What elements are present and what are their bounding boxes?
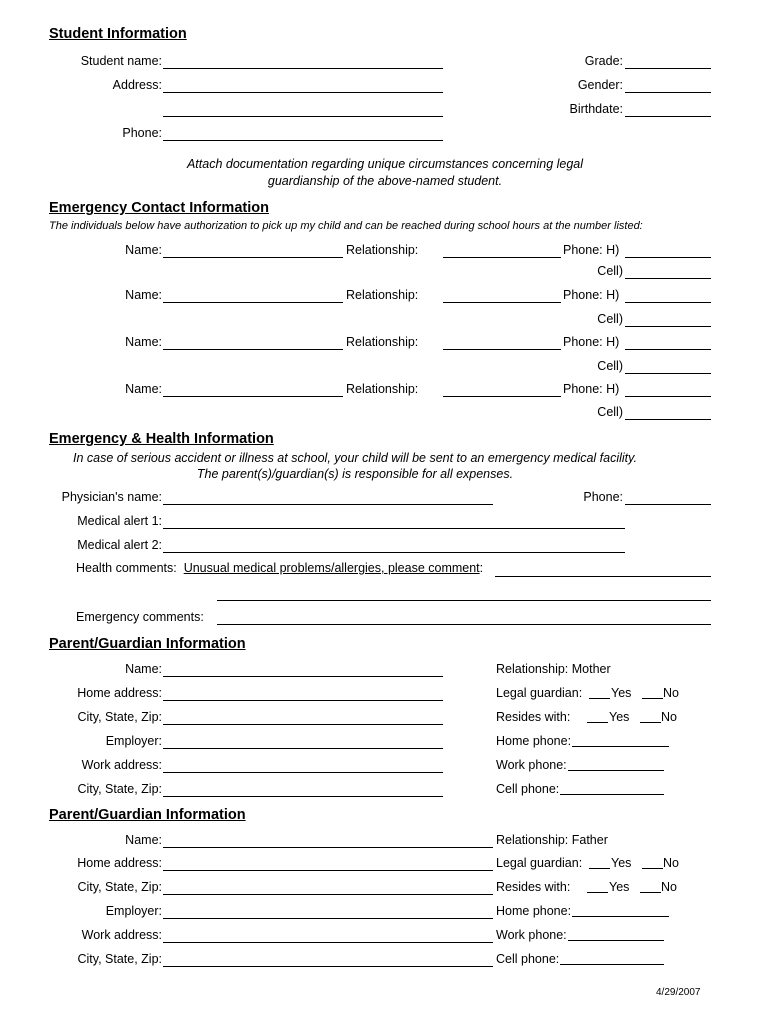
guardian1-legal-no: No — [663, 686, 679, 700]
student-heading: Student Information — [49, 26, 187, 42]
contact2-phone-h-label: Phone: H) — [563, 288, 620, 302]
contact2-name-field[interactable] — [163, 302, 343, 303]
guardian2-city2-label: City, State, Zip: — [77, 952, 162, 966]
contact3-phone-h-field[interactable] — [625, 349, 711, 350]
guardian1-legal-label: Legal guardian: — [496, 686, 583, 700]
birthdate-label: Birthdate: — [569, 102, 623, 116]
guardianship-note-line1: Attach documentation regarding unique circumstances concerning legal — [186, 157, 584, 171]
address-label: Address: — [112, 78, 162, 92]
guardian1-legal-yes-blank[interactable] — [589, 698, 610, 699]
guardian1-city1-field[interactable] — [163, 724, 443, 725]
guardian2-employer-field[interactable] — [163, 918, 493, 919]
grade-label: Grade: — [584, 54, 623, 68]
contact4-relationship-field[interactable] — [443, 396, 561, 397]
medical-alert2-field[interactable] — [163, 552, 625, 553]
health-heading: Emergency & Health Information — [49, 431, 274, 447]
guardian1-employer-label: Employer: — [105, 734, 162, 748]
guardian2-cell-phone-label: Cell phone: — [496, 952, 560, 966]
guardian1-legal-yes: Yes — [611, 686, 632, 700]
guardian1-cell-phone-label: Cell phone: — [496, 782, 560, 796]
guardian1-resides-no: No — [661, 710, 677, 724]
contact4-name-field[interactable] — [163, 396, 343, 397]
guardian2-city1-field[interactable] — [163, 894, 493, 895]
footer-date: 4/29/2007 — [656, 987, 701, 998]
physician-field[interactable] — [163, 504, 493, 505]
guardian2-legal-yes-blank[interactable] — [589, 868, 610, 869]
guardian1-work-phone-label: Work phone: — [496, 758, 567, 772]
health-comments-label: Health comments: — [76, 561, 177, 575]
guardian2-legal-label: Legal guardian: — [496, 856, 583, 870]
contact3-name-label: Name: — [125, 335, 162, 349]
guardian1-legal-no-blank[interactable] — [642, 698, 663, 699]
contact2-phone-h-field[interactable] — [625, 302, 711, 303]
health-comments-field[interactable] — [495, 576, 711, 577]
guardian2-heading: Parent/Guardian Information — [49, 807, 246, 823]
guardian2-city2-field[interactable] — [163, 966, 493, 967]
guardian2-relationship: Relationship: Father — [496, 833, 608, 847]
health-comments-colon: : — [479, 561, 484, 575]
address-field-line2[interactable] — [163, 116, 443, 117]
contact1-cell-field[interactable] — [625, 278, 711, 279]
medical-alert1-field[interactable] — [163, 528, 625, 529]
guardian2-resides-yes-blank[interactable] — [587, 892, 608, 893]
student-name-field[interactable] — [163, 68, 443, 69]
phone-label: Phone: — [122, 126, 162, 140]
health-note-line2: The parent(s)/guardian(s) is responsible for all expenses. — [196, 467, 514, 481]
contact2-cell-field[interactable] — [625, 326, 711, 327]
guardian2-name-label: Name: — [125, 833, 162, 847]
contact1-relationship-field[interactable] — [443, 257, 561, 258]
guardian1-name-field[interactable] — [163, 676, 443, 677]
contact1-phone-h-field[interactable] — [625, 257, 711, 258]
guardian1-home-phone-label: Home phone: — [496, 734, 572, 748]
guardian1-home-phone-field[interactable] — [572, 746, 669, 747]
guardian2-home-phone-label: Home phone: — [496, 904, 572, 918]
health-comments-row — [76, 562, 483, 575]
contact1-cell-label: Cell) — [597, 264, 623, 278]
guardian1-city1-label: City, State, Zip: — [77, 710, 162, 724]
guardian2-work-address-field[interactable] — [163, 942, 493, 943]
contact4-phone-h-field[interactable] — [625, 396, 711, 397]
guardian1-city2-label: City, State, Zip: — [77, 782, 162, 796]
guardian1-home-address-label: Home address: — [77, 686, 162, 700]
contact3-phone-h-label: Phone: H) — [563, 335, 620, 349]
physician-phone-label: Phone: — [583, 490, 623, 504]
guardian2-cell-phone-field[interactable] — [560, 964, 664, 965]
guardian2-legal-no: No — [663, 856, 679, 870]
contact3-cell-field[interactable] — [625, 373, 711, 374]
guardianship-note-line2: guardianship of the above-named student. — [267, 174, 503, 188]
guardian1-name-label: Name: — [125, 662, 162, 676]
guardian1-resides-yes: Yes — [609, 710, 630, 724]
guardian2-home-phone-field[interactable] — [572, 916, 669, 917]
contact4-cell-field[interactable] — [625, 419, 711, 420]
emergency-contact-intro: The individuals below have authorization to pick up my child and can be reached during school hours at the number listed: — [49, 220, 643, 232]
contact1-phone-h-label: Phone: H) — [563, 243, 620, 257]
health-comments-hint: Unusual medical problems/allergies, please comment — [183, 561, 480, 575]
guardian2-employer-label: Employer: — [105, 904, 162, 918]
guardian2-home-address-label: Home address: — [77, 856, 162, 870]
guardian2-legal-yes: Yes — [611, 856, 632, 870]
contact4-name-label: Name: — [125, 382, 162, 396]
contact2-name-label: Name: — [125, 288, 162, 302]
contact1-relationship-label: Relationship: — [346, 243, 419, 257]
guardian2-work-phone-label: Work phone: — [496, 928, 567, 942]
address-field[interactable] — [163, 92, 443, 93]
contact3-relationship-field[interactable] — [443, 349, 561, 350]
guardian1-home-address-field[interactable] — [163, 700, 443, 701]
contact3-name-field[interactable] — [163, 349, 343, 350]
health-note-line1: In case of serious accident or illness at school, your child will be sent to an emergency medical facility. — [73, 451, 637, 465]
contact4-phone-h-label: Phone: H) — [563, 382, 620, 396]
contact2-relationship-field[interactable] — [443, 302, 561, 303]
emergency-comments-label: Emergency comments: — [76, 610, 204, 624]
guardian2-resides-no: No — [661, 880, 677, 894]
guardian1-heading: Parent/Guardian Information — [49, 636, 246, 652]
guardian2-resides-no-blank[interactable] — [640, 892, 661, 893]
guardian1-resides-yes-blank[interactable] — [587, 722, 608, 723]
guardian1-relationship: Relationship: Mother — [496, 662, 611, 676]
guardian2-legal-no-blank[interactable] — [642, 868, 663, 869]
medical-alert2-label: Medical alert 2: — [77, 538, 162, 552]
guardian2-work-address-label: Work address: — [81, 928, 162, 942]
guardian1-city2-field[interactable] — [163, 796, 443, 797]
contact4-relationship-label: Relationship: — [346, 382, 419, 396]
health-comments-field-line2[interactable] — [217, 600, 711, 601]
contact1-name-label: Name: — [125, 243, 162, 257]
guardian1-work-address-field[interactable] — [163, 772, 443, 773]
guardian2-home-address-field[interactable] — [163, 870, 493, 871]
physician-phone-field[interactable] — [625, 504, 711, 505]
contact3-relationship-label: Relationship: — [346, 335, 419, 349]
guardian1-work-phone-field[interactable] — [568, 770, 664, 771]
phone-field[interactable] — [163, 140, 443, 141]
contact4-cell-label: Cell) — [597, 405, 623, 419]
guardian2-resides-yes: Yes — [609, 880, 630, 894]
guardian1-resides-label: Resides with: — [496, 710, 571, 724]
grade-field[interactable] — [625, 68, 711, 69]
contact1-name-field[interactable] — [163, 257, 343, 258]
medical-alert1-label: Medical alert 1: — [77, 514, 162, 528]
gender-label: Gender: — [577, 78, 623, 92]
contact3-cell-label: Cell) — [597, 359, 623, 373]
guardian1-cell-phone-field[interactable] — [560, 794, 664, 795]
contact2-relationship-label: Relationship: — [346, 288, 419, 302]
birthdate-field[interactable] — [625, 116, 711, 117]
guardian2-work-phone-field[interactable] — [568, 940, 664, 941]
guardian2-city1-label: City, State, Zip: — [77, 880, 162, 894]
guardian1-employer-field[interactable] — [163, 748, 443, 749]
guardian1-resides-no-blank[interactable] — [640, 722, 661, 723]
emergency-contact-heading: Emergency Contact Information — [49, 200, 269, 216]
guardian2-name-field[interactable] — [163, 847, 493, 848]
guardian2-resides-label: Resides with: — [496, 880, 571, 894]
emergency-comments-field[interactable] — [217, 624, 711, 625]
guardian1-work-address-label: Work address: — [81, 758, 162, 772]
gender-field[interactable] — [625, 92, 711, 93]
contact2-cell-label: Cell) — [597, 312, 623, 326]
student-name-label: Student name: — [80, 54, 162, 68]
physician-label: Physician's name: — [61, 490, 162, 504]
